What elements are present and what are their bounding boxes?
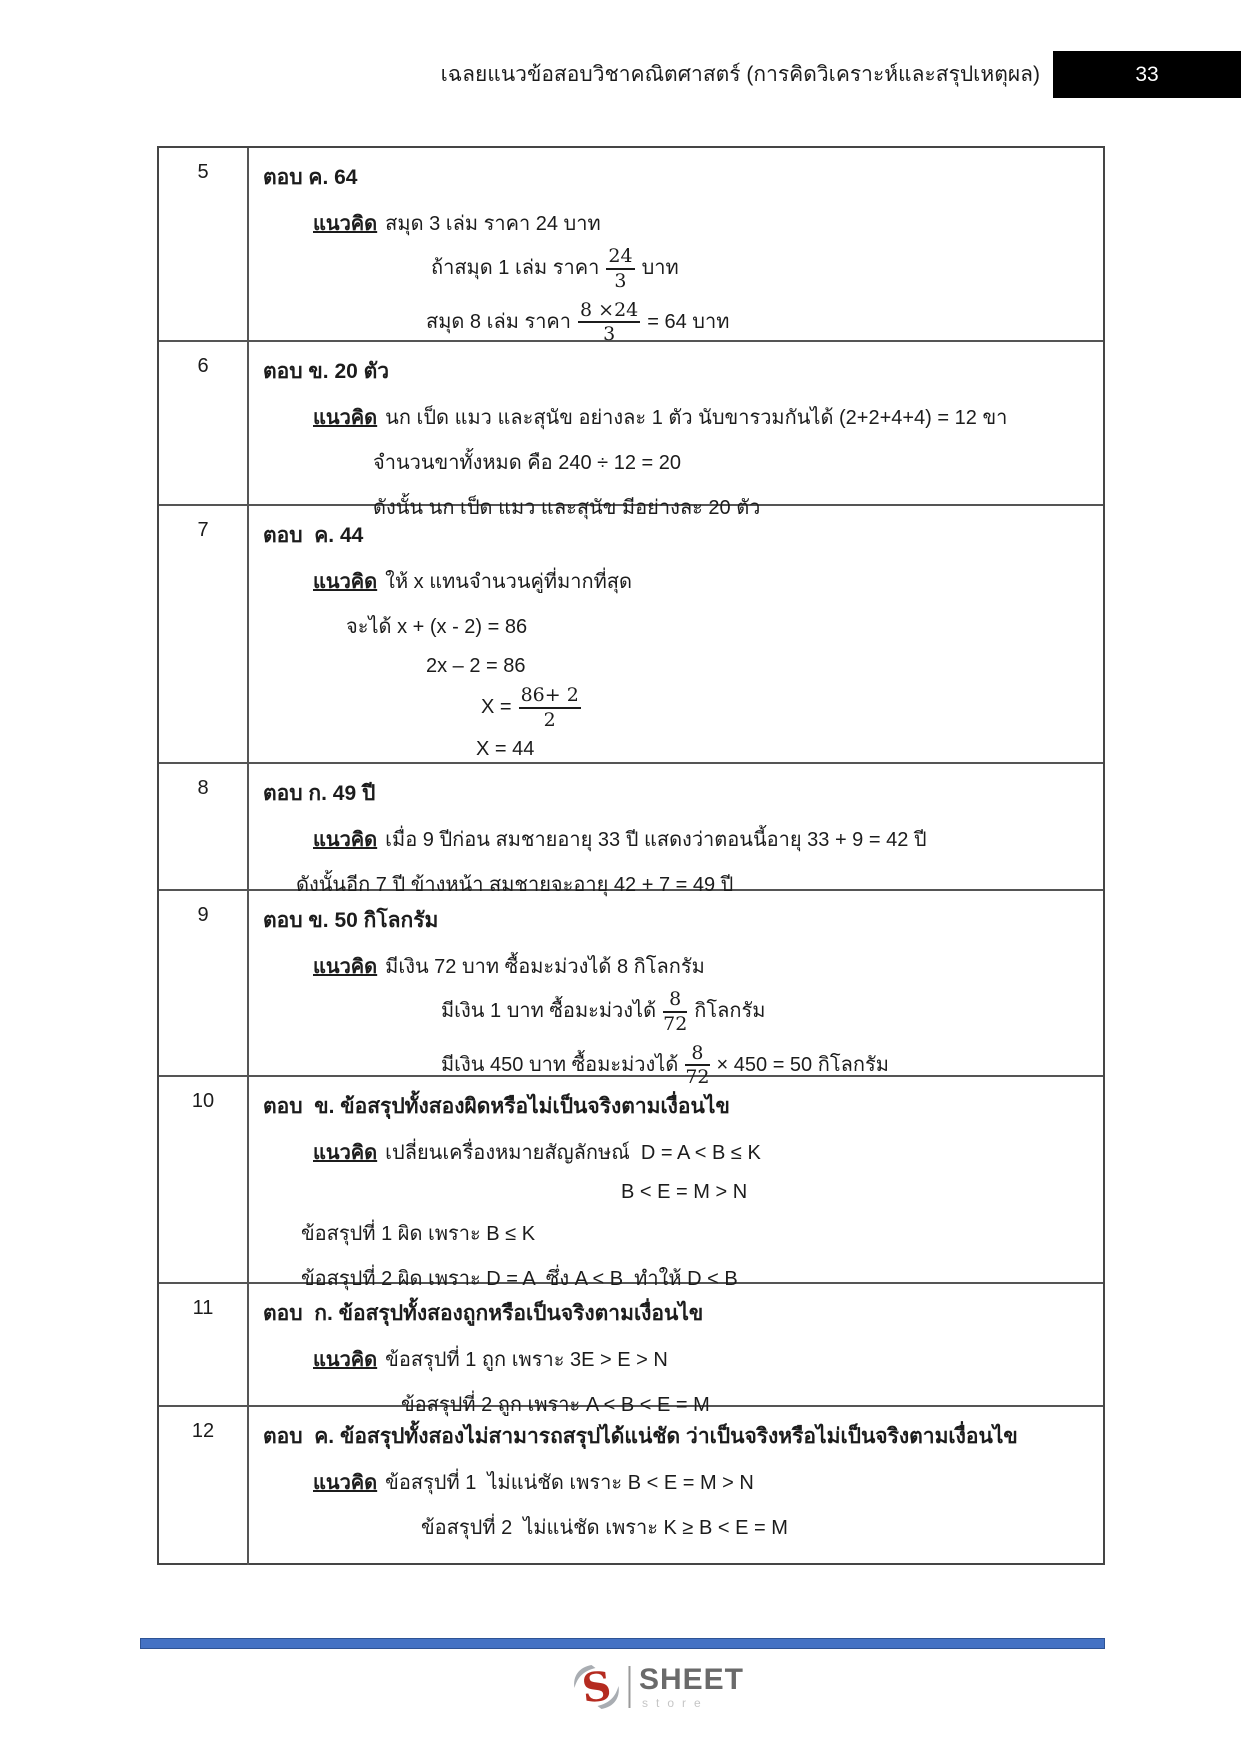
- table-row: [159, 340, 1103, 519]
- solution-line: [263, 738, 1089, 761]
- question-number: 8: [159, 764, 249, 889]
- logo-text-block: [638, 1662, 745, 1710]
- logo-wordmark: SHEET: [638, 1662, 745, 1696]
- page-header: [0, 51, 1241, 98]
- solution-text: X =: [481, 696, 512, 719]
- fraction-denominator: 72: [663, 1012, 688, 1035]
- fraction-numerator: 8: [685, 1042, 709, 1067]
- solution-text: นก เป็ด แมว และสุนัข อย่างละ 1 ตัว นับขารวมกันได้ (2+2+4+4) = 12 ขา: [385, 407, 1008, 429]
- solution-label: แนวคิด: [313, 829, 378, 851]
- table-row: [159, 1075, 1103, 1290]
- answer-cell: [249, 1284, 1103, 1416]
- fraction-numerator: 8: [663, 988, 687, 1013]
- solution-text: ข้อสรุปที่ 1 ถูก เพราะ 3E > E > N: [385, 1349, 668, 1371]
- solution-text: ถ้าสมุด 1 เล่ม ราคา: [431, 257, 600, 280]
- solution-line: [263, 245, 1089, 293]
- solution-text: สมุด 3 เล่ม ราคา 24 บาท: [385, 213, 601, 235]
- answer-cell: [249, 764, 1103, 896]
- table-row: [159, 1282, 1103, 1416]
- answer-cell: [249, 891, 1103, 1089]
- question-number: 6: [159, 342, 249, 504]
- answer-line: ตอบ ข. 50 กิโลกรัม: [263, 909, 439, 932]
- solution-line: [263, 684, 1089, 732]
- solution-line: [263, 1181, 1089, 1204]
- solution-label: แนวคิด: [313, 407, 378, 429]
- answer-line: ตอบ ข. ข้อสรุปทั้งสองผิดหรือไม่เป็นจริงตามเงื่อนไข: [263, 1095, 730, 1118]
- fraction: [663, 988, 687, 1036]
- solution-line: [263, 207, 1089, 239]
- fraction-denominator: 3: [603, 323, 616, 346]
- answer-line: ตอบ ค. 64: [263, 166, 358, 189]
- solution-line: [263, 401, 1089, 433]
- question-number: 11: [159, 1284, 249, 1405]
- answer-cell: [249, 148, 1103, 346]
- solution-line: [263, 950, 1089, 982]
- solution-text: กิโลกรัม: [694, 1000, 766, 1023]
- answer-cell: [249, 1077, 1103, 1290]
- fraction: [578, 299, 640, 347]
- fraction-numerator: 8 ×24: [578, 299, 640, 324]
- solution-text: ดังนั้นอีก 7 ปี ข้างหน้า สมชายจะอายุ 42 + 7 = 49 ปี: [296, 874, 734, 896]
- answers-table: [157, 146, 1105, 1565]
- solution-label: แนวคิด: [313, 213, 378, 235]
- solution-text: ดังนั้น นก เป็ด แมว และสุนัข มีอย่างละ 20 ตัว: [373, 497, 761, 519]
- fraction-denominator: 72: [685, 1066, 710, 1089]
- solution-text: ข้อสรุปที่ 1 ผิด เพราะ B ≤ K: [301, 1223, 536, 1245]
- solution-text: ข้อสรุปที่ 2 ถูก เพราะ A < B < E = M: [401, 1394, 710, 1416]
- solution-label: แนวคิด: [313, 1142, 378, 1164]
- solution-line: [263, 610, 1089, 642]
- solution-line: [263, 565, 1089, 597]
- solution-text: มีเงิน 72 บาท ซื้อมะม่วงได้ 8 กิโลกรัม: [385, 956, 705, 978]
- solution-text: ข้อสรุปที่ 2 ผิด เพราะ D = A ซึ่ง A < B ทำให้ D < B: [301, 1268, 738, 1290]
- solution-text: × 450 = 50 กิโลกรัม: [716, 1053, 889, 1076]
- sheet-store-logo-icon: [569, 1662, 623, 1712]
- fraction-denominator: 3: [614, 269, 627, 292]
- question-number: 12: [159, 1407, 249, 1565]
- logo-subtext: store: [641, 1695, 709, 1710]
- svg-text:S: S: [579, 1662, 613, 1713]
- fraction-numerator: 24: [606, 245, 634, 270]
- footer-divider-bar: [140, 1638, 1105, 1649]
- solution-line: [263, 1136, 1089, 1168]
- page-number-box: [1053, 51, 1241, 98]
- fraction: [519, 684, 581, 732]
- solution-text: เปลี่ยนเครื่องหมายสัญลักษณ์ D = A < B ≤ K: [385, 1142, 761, 1164]
- solution-text: เมื่อ 9 ปีก่อน สมชายอายุ 33 ปี แสดงว่าตอนนี้อายุ 33 + 9 = 42 ปี: [385, 829, 927, 851]
- answer-line: ตอบ ค. ข้อสรุปทั้งสองไม่สามารถสรุปได้แน่ชัด ว่าเป็นจริงหรือไม่เป็นจริงตามเงื่อนไข: [263, 1425, 1018, 1448]
- solution-text: ข้อสรุปที่ 2 ไม่แน่ชัด เพราะ K ≥ B < E = M: [421, 1517, 788, 1539]
- answer-cell: [249, 342, 1103, 519]
- solution-text: จะได้ x + (x - 2) = 86: [346, 616, 528, 638]
- fraction-numerator: 86+ 2: [519, 684, 581, 709]
- question-number: 5: [159, 148, 249, 340]
- solution-text: ข้อสรุปที่ 1 ไม่แน่ชัด เพราะ B < E = M > N: [385, 1472, 754, 1494]
- question-number: 7: [159, 506, 249, 762]
- logo-divider-line: [628, 1666, 630, 1708]
- table-row: [159, 889, 1103, 1089]
- solution-text: ให้ x แทนจำนวนคู่ที่มากที่สุด: [385, 571, 632, 593]
- answer-cell: [249, 506, 1103, 762]
- answer-cell: [249, 1407, 1103, 1565]
- solution-line: [263, 655, 1089, 678]
- solution-line: [263, 1466, 1089, 1498]
- answer-line: ตอบ ค. 44: [263, 524, 364, 547]
- solution-text: บาท: [641, 257, 679, 280]
- solution-text: 2x – 2 = 86: [426, 655, 526, 677]
- solution-line: [263, 299, 1089, 347]
- solution-text: จำนวนขาทั้งหมด คือ 240 ÷ 12 = 20: [373, 452, 681, 474]
- answer-line: ตอบ ก. 49 ปี: [263, 782, 376, 805]
- solution-text: สมุด 8 เล่ม ราคา: [426, 310, 572, 333]
- solution-text: = 64 บาท: [647, 310, 730, 333]
- fraction-denominator: 2: [543, 708, 556, 731]
- sheet-store-logo: [569, 1662, 744, 1712]
- page-title: เฉลยแนวข้อสอบวิชาคณิตศาสตร์ (การคิดวิเคราะห์และสรุปเหตุผล): [440, 63, 1040, 86]
- solution-line: [263, 988, 1089, 1036]
- solution-line: [263, 1217, 1089, 1249]
- question-number: 9: [159, 891, 249, 1075]
- fraction: [606, 245, 634, 293]
- solution-line: [263, 823, 1089, 855]
- solution-label: แนวคิด: [313, 571, 378, 593]
- solution-label: แนวคิด: [313, 1472, 378, 1494]
- solution-text: มีเงิน 1 บาท ซื้อมะม่วงได้: [441, 1000, 657, 1023]
- table-row: [159, 504, 1103, 762]
- solution-text: มีเงิน 450 บาท ซื้อมะม่วงได้: [441, 1053, 679, 1076]
- solution-text: B < E = M > N: [621, 1181, 748, 1203]
- table-row: [159, 148, 1103, 346]
- solution-line: [263, 446, 1089, 478]
- page-number: 33: [1135, 62, 1159, 86]
- table-row: [159, 1405, 1103, 1565]
- solution-label: แนวคิด: [313, 1349, 378, 1371]
- solution-text: X = 44: [476, 737, 535, 760]
- solution-label: แนวคิด: [313, 956, 378, 978]
- question-number: 10: [159, 1077, 249, 1282]
- solution-line: [263, 1343, 1089, 1375]
- answer-line: ตอบ ข. 20 ตัว: [263, 360, 390, 383]
- solution-line: [263, 1511, 1089, 1543]
- answer-line: ตอบ ก. ข้อสรุปทั้งสองถูกหรือเป็นจริงตามเงื่อนไข: [263, 1302, 704, 1325]
- table-row: [159, 762, 1103, 896]
